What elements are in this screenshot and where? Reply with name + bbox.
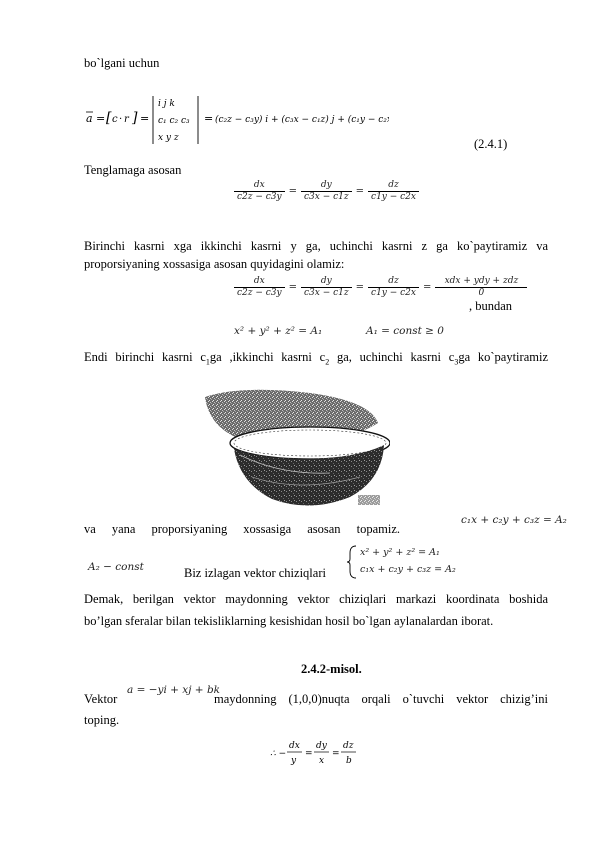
example-heading: 2.4.2-misol.: [301, 662, 362, 676]
fraction-chain-3: [270, 738, 370, 771]
determinant-svg: [84, 92, 389, 148]
svg-text:∴ −: ∴ −: [270, 749, 287, 759]
text-fragment: ga, uchinchi kasrni c: [329, 350, 455, 364]
svg-text:=: =: [96, 112, 106, 125]
text-fragment: ga ko`paytiramiz: [458, 350, 548, 364]
fraction-denominator: c2z − c3y: [237, 192, 282, 202]
vector-field-formula: a = −yi + xj + bk: [127, 684, 221, 696]
svg-text:r: r: [124, 114, 129, 125]
svg-text:=: =: [332, 749, 340, 759]
fraction-denominator: c1y − c2x: [371, 288, 416, 298]
text-fragment: ga ,ikkinchi kasrni c: [209, 350, 326, 364]
subscript: 1: [205, 357, 210, 367]
brace-icon: [346, 545, 358, 579]
text-line: Demak, berilgan vektor maydonning vektor chiziqlari markazi koordinata boshida: [84, 592, 548, 606]
text-line: bo`lgani uchun: [84, 56, 160, 70]
svg-text:dx: dx: [289, 741, 300, 751]
text-line: Tenglamaga asosan: [84, 163, 182, 177]
text-line: Birinchi kasrni xga ikkinchi kasrni y ga, uchinchi kasrni z ga ko`paytiramiz va: [84, 239, 548, 253]
text-line: [84, 349, 548, 371]
fraction-numerator: dx: [234, 180, 285, 192]
fraction-denominator: c3x − c1z: [304, 288, 349, 298]
subscript: 2: [325, 357, 330, 367]
fraction-numerator: dx: [234, 276, 285, 288]
figure-svg: [200, 385, 390, 510]
fraction-numerator: dz: [368, 276, 419, 288]
text-fragment: Endi birinchi kasrni c: [84, 350, 206, 364]
text-line: Vektor: [84, 692, 118, 706]
constant-condition: A₁ = const ≥ 0: [366, 325, 444, 337]
fraction-chain-1: $\frac{dx}{c2z - c3y}$ = $\frac{dy}{c3x - c1z}$ = $\frac{dz}{c1y - c2x}$: [232, 180, 421, 203]
fraction-numerator: xdx + ydy + zdz: [435, 276, 527, 288]
fraction-numerator: dy: [301, 180, 352, 192]
svg-text:=: =: [204, 112, 214, 125]
subscript: 3: [454, 357, 459, 367]
equation-number: (2.4.1): [474, 137, 508, 151]
text-line: Biz izlagan vektor chiziqlari: [184, 566, 326, 580]
svg-text:dy: dy: [316, 741, 327, 751]
text-line: bo’lgan sferalar bilan tekisliklarning kesishidan hosil bo`lgan aylanalardan iborat.: [84, 614, 494, 628]
text-line: toping.: [84, 713, 120, 727]
cone-section-figure: [200, 385, 390, 510]
fraction-numerator: dy: [301, 276, 352, 288]
svg-text:c: c: [112, 114, 118, 125]
svg-text:y: y: [291, 756, 297, 766]
system-of-equations: [346, 545, 456, 579]
constant-a2: A₂ − const: [88, 561, 144, 573]
system-line-2: c₁x + c₂y + c₃z = A₂: [360, 564, 456, 575]
svg-text:i j k: i j k: [158, 99, 175, 109]
text-bundan: , bundan: [469, 299, 513, 313]
fraction-denominator: c1y − c2x: [371, 192, 416, 202]
text-line: maydonning (1,0,0)nuqta orqali o`tuvchi vektor chizig’ini: [214, 692, 548, 706]
fraction-denominator: c3x − c1z: [304, 192, 349, 202]
svg-text:=: =: [140, 112, 150, 125]
text-line: proporsiyaning xossasiga asosan quyidagini olamiz:: [84, 257, 345, 271]
system-line-1: x² + y² + z² = A₁: [360, 547, 440, 558]
cross-product-formula: [84, 92, 389, 148]
svg-text:c₁ c₂ c₃: c₁ c₂ c₃: [158, 116, 190, 126]
svg-text:[: [: [106, 110, 112, 126]
svg-text:b: b: [346, 756, 352, 766]
svg-text:·: ·: [119, 114, 123, 125]
fraction-denominator: 0: [478, 288, 485, 298]
svg-text:]: ]: [132, 110, 138, 126]
svg-text:(c₂z − c₃y) i + (c₃x − c₁z) j: (c₂z − c₃y) i + (c₃x − c₁z) j + (c₁y − c₂x) k: [215, 115, 389, 125]
final-fractions-svg: [270, 738, 370, 768]
plane-equation: c₁x + c₂y + c₃z = A₂: [461, 514, 567, 526]
svg-text:dz: dz: [343, 741, 354, 751]
svg-text:x y z: x y z: [158, 133, 179, 143]
sphere-equation: x² + y² + z² = A₁: [234, 325, 323, 337]
svg-text:=: =: [305, 749, 313, 759]
svg-text:a: a: [86, 112, 93, 125]
fraction-numerator: dz: [368, 180, 419, 192]
fraction-chain-2: $\frac{dx}{c2z - c3y}$ = $\frac{dy}{c3x - c1z}$ = $\frac{dz}{c1y - c2x}$ = $\frac{\text{xdx + ydy + zdz}}{0}$: [232, 276, 529, 299]
fraction-denominator: c2z − c3y: [237, 288, 282, 298]
svg-text:x: x: [319, 756, 325, 766]
svg-text:,: ,: [350, 399, 352, 407]
text-line: va yana proporsiyaning xossasiga asosan topamiz.: [84, 522, 400, 536]
